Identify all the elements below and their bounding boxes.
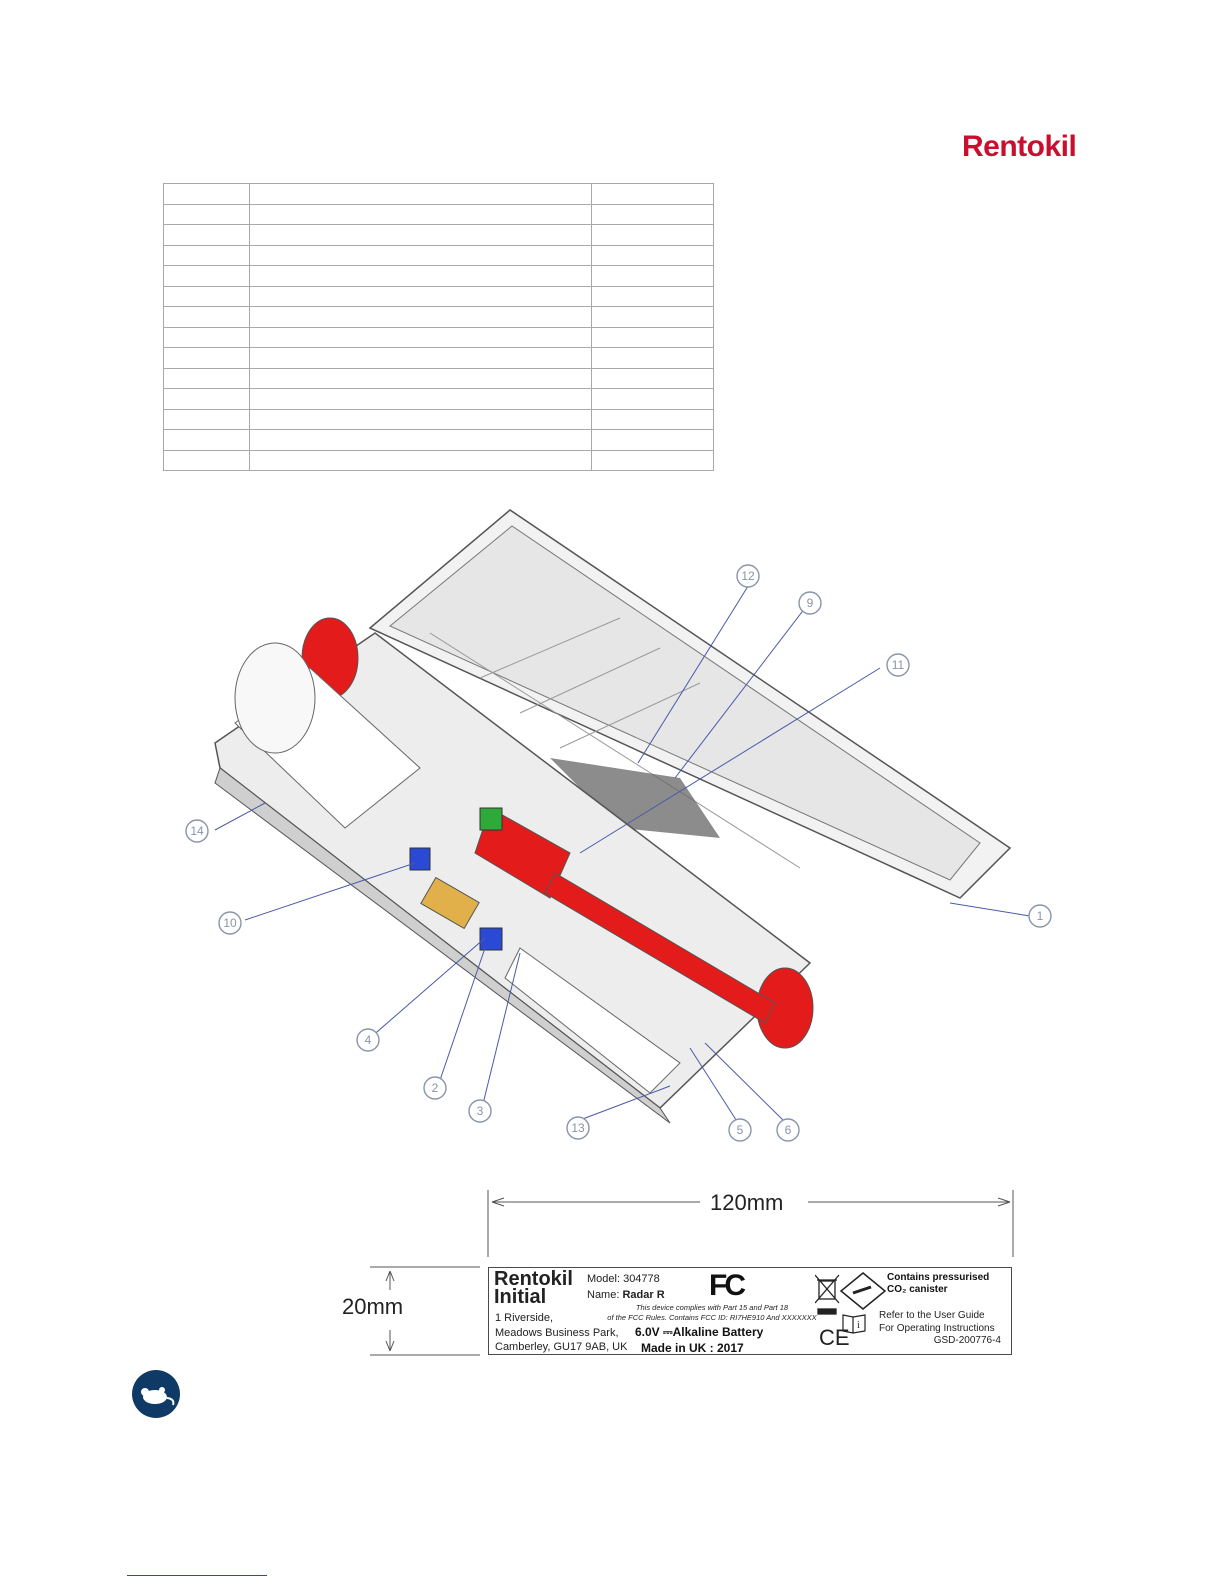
table-cell bbox=[249, 225, 591, 246]
table-cell bbox=[164, 184, 250, 205]
table-cell bbox=[592, 409, 714, 430]
co2-warning: Contains pressurised CO₂ canister bbox=[887, 1272, 990, 1295]
table-cell bbox=[164, 348, 250, 369]
table-row bbox=[164, 368, 714, 389]
callout-label-1: 1 bbox=[1036, 909, 1044, 923]
table-row bbox=[164, 348, 714, 369]
label-brand: Rentokil Initial bbox=[494, 1268, 573, 1308]
table-row bbox=[164, 204, 714, 225]
table-row bbox=[164, 225, 714, 246]
table-cell bbox=[164, 430, 250, 451]
table-row bbox=[164, 430, 714, 451]
table-cell bbox=[249, 430, 591, 451]
callout-label-13: 13 bbox=[571, 1121, 585, 1135]
table-cell bbox=[249, 245, 591, 266]
table-row bbox=[164, 307, 714, 328]
fcc-compliance-text: This device complies with Part 15 and Part 18 of the FCC Rules. Contains FCC ID: RI7HE910 And XXXXXXX bbox=[607, 1303, 817, 1322]
table-cell bbox=[592, 430, 714, 451]
table-cell bbox=[592, 450, 714, 471]
table-cell bbox=[592, 225, 714, 246]
table-cell bbox=[592, 307, 714, 328]
table-cell bbox=[164, 307, 250, 328]
callout-label-4: 4 bbox=[364, 1033, 372, 1047]
table-cell bbox=[164, 204, 250, 225]
table-row bbox=[164, 409, 714, 430]
document-code: GSD-200776-4 bbox=[933, 1335, 1001, 1346]
callout-label-9: 9 bbox=[806, 596, 814, 610]
callout-label-14: 14 bbox=[190, 824, 204, 838]
user-guide-note: Refer to the User Guide For Operating Instructions bbox=[879, 1310, 995, 1334]
table-cell bbox=[592, 286, 714, 307]
table-row bbox=[164, 450, 714, 471]
width-dimension: 120mm bbox=[710, 1190, 784, 1215]
table-cell bbox=[592, 389, 714, 410]
callout-label-2: 2 bbox=[431, 1081, 439, 1095]
svg-text:i: i bbox=[857, 1320, 860, 1331]
table-cell bbox=[249, 409, 591, 430]
table-cell bbox=[592, 327, 714, 348]
table-cell bbox=[592, 266, 714, 287]
table-cell bbox=[164, 409, 250, 430]
table-cell bbox=[249, 327, 591, 348]
rentokil-logo: Rentokil bbox=[962, 130, 1077, 163]
product-rating-label bbox=[488, 1267, 1012, 1355]
table-cell bbox=[249, 450, 591, 471]
height-dimension: 20mm bbox=[342, 1294, 404, 1319]
callout-label-11: 11 bbox=[891, 658, 905, 672]
table-cell bbox=[164, 450, 250, 471]
table-cell bbox=[164, 368, 250, 389]
exploded-view-drawing bbox=[160, 508, 1060, 1158]
table-cell bbox=[249, 389, 591, 410]
table-cell bbox=[592, 368, 714, 389]
table-row bbox=[164, 245, 714, 266]
table-cell bbox=[164, 266, 250, 287]
table-cell bbox=[249, 184, 591, 205]
table-cell bbox=[249, 348, 591, 369]
table-cell bbox=[164, 327, 250, 348]
table-row bbox=[164, 286, 714, 307]
parts-table bbox=[163, 183, 714, 471]
label-address: 1 Riverside, Meadows Business Park, Camberley, GU17 9AB, UK bbox=[495, 1312, 628, 1353]
callout-label-6: 6 bbox=[784, 1123, 792, 1137]
table-cell bbox=[592, 245, 714, 266]
table-cell bbox=[592, 204, 714, 225]
table-cell bbox=[249, 307, 591, 328]
table-cell bbox=[249, 266, 591, 287]
rat-icon bbox=[131, 1369, 181, 1419]
callout-label-12: 12 bbox=[741, 569, 755, 583]
table-cell bbox=[164, 225, 250, 246]
ce-mark: CE bbox=[819, 1325, 850, 1350]
weee-bin-icon bbox=[815, 1275, 839, 1314]
callout-label-3: 3 bbox=[476, 1104, 484, 1118]
table-cell bbox=[249, 368, 591, 389]
gas-cylinder-icon bbox=[841, 1273, 885, 1309]
label-symbols bbox=[815, 1271, 887, 1353]
table-cell bbox=[592, 184, 714, 205]
table-cell bbox=[164, 245, 250, 266]
fcc-mark: FC bbox=[709, 1269, 743, 1302]
table-row bbox=[164, 327, 714, 348]
callout-label-10: 10 bbox=[223, 916, 237, 930]
label-model: Model: 304778 Name: Radar R bbox=[587, 1273, 665, 1301]
table-row bbox=[164, 184, 714, 205]
made-in: Made in UK : 2017 bbox=[641, 1341, 744, 1355]
table-cell bbox=[249, 204, 591, 225]
battery-rating: 6.0V ⎓Alkaline Battery bbox=[635, 1325, 764, 1339]
table-cell bbox=[164, 389, 250, 410]
footer-link-underline[interactable] bbox=[127, 1575, 267, 1576]
callout-label-5: 5 bbox=[736, 1123, 744, 1137]
table-cell bbox=[164, 286, 250, 307]
table-row bbox=[164, 389, 714, 410]
table-row bbox=[164, 266, 714, 287]
table-cell bbox=[249, 286, 591, 307]
table-cell bbox=[592, 348, 714, 369]
